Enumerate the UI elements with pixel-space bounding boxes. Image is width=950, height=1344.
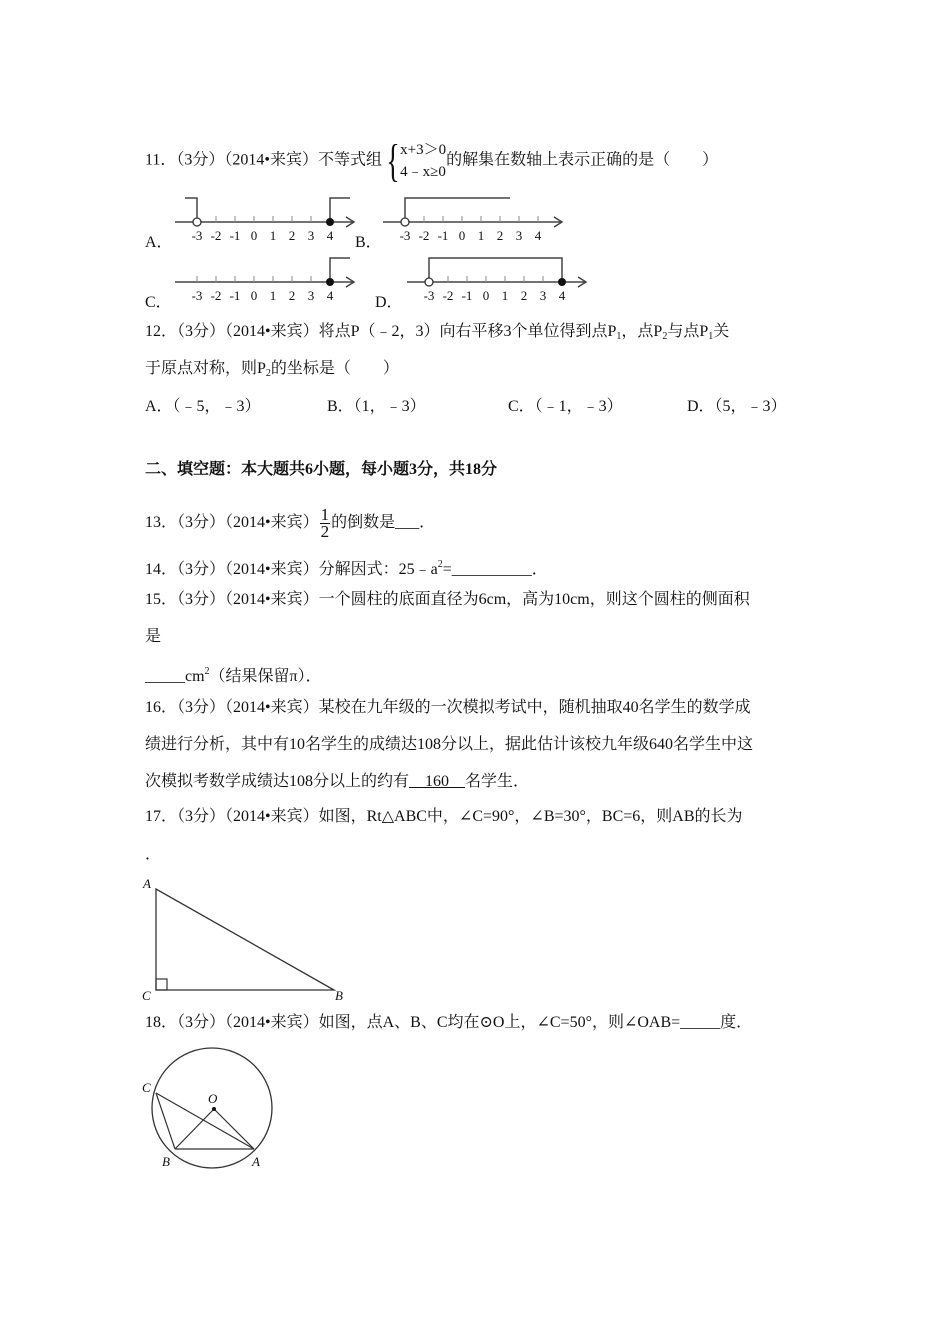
circle-o: [152, 1048, 272, 1168]
tick-label: -3: [191, 228, 203, 243]
tick-label: -1: [229, 228, 241, 243]
q12-option-b[interactable]: B．（1，﹣3）: [327, 398, 426, 415]
tick-label: 0: [458, 228, 466, 243]
q12-option-a[interactable]: A．（﹣5，﹣3）: [145, 398, 261, 415]
text: 于原点对称，则P: [145, 360, 266, 377]
tick-label: -2: [210, 288, 222, 303]
tick-label: -2: [442, 288, 454, 303]
text: 14．（3分）（2014•来宾）分解因式：25﹣a: [145, 561, 438, 578]
question-15-line-1: 15．（3分）（2014•来宾）一个圆柱的底面直径为6cm，高为10cm，则这个圆柱的侧面积: [145, 591, 750, 608]
tick-label: 3: [307, 228, 315, 243]
tick-label: -3: [191, 288, 203, 303]
tick-label: 4: [326, 228, 334, 243]
numerator: 1: [320, 505, 330, 524]
label-c: C: [142, 1080, 151, 1095]
number-line-option-d[interactable]: [404, 252, 604, 308]
tick-label: 3: [539, 288, 547, 303]
tick-label: -3: [423, 288, 435, 303]
tick-label: -1: [461, 288, 473, 303]
tick-label: -2: [418, 228, 430, 243]
inequality-system: [382, 135, 447, 186]
tick-label: -1: [437, 228, 449, 243]
tick-label: 4: [534, 228, 542, 243]
q12-option-c[interactable]: C．（﹣1，﹣3）: [508, 398, 623, 415]
open-point: [193, 218, 201, 226]
q11-suffix: 的解集在数轴上表示正确的是（ ）: [446, 151, 719, 169]
section-heading: 二、填空题：本大题共6小题，每小题3分，共18分: [145, 461, 498, 478]
text: 13．（3分）（2014•来宾）: [145, 514, 319, 532]
question-16-line-2: 绩进行分析，其中有10名学生的成绩达108分以上，据此估计该校九年级640名学生中这: [145, 736, 754, 753]
text: ，点P: [621, 323, 663, 340]
q11-option-c-label[interactable]: C．: [145, 294, 172, 311]
q11-option-b-label[interactable]: B．: [355, 234, 382, 251]
text: 关: [713, 323, 730, 340]
text: 与点P: [667, 323, 709, 340]
tick-label: 1: [501, 288, 509, 303]
tick-label: -3: [399, 228, 411, 243]
number-line-option-c[interactable]: [172, 252, 372, 308]
denominator: 2: [320, 522, 330, 541]
tick-label: -1: [229, 288, 241, 303]
tick-label: 4: [558, 288, 566, 303]
label-o: O: [208, 1091, 218, 1106]
text: 次模拟考数学成绩达108分以上的约有: [145, 773, 410, 790]
tick-label: 1: [477, 228, 485, 243]
tick-label: 3: [307, 288, 315, 303]
label-b: B: [162, 1154, 170, 1169]
number-line-option-a[interactable]: [172, 192, 372, 248]
text: 的倒数是___．: [331, 514, 436, 532]
tick-label: 1: [269, 288, 277, 303]
question-17-line-2: ．: [145, 846, 162, 863]
closed-point: [326, 218, 334, 226]
tick-label: 0: [482, 288, 490, 303]
question-13: [145, 507, 435, 540]
brace-icon: {: [386, 135, 400, 186]
answer-blank: 160: [409, 773, 466, 790]
tick-label: 2: [288, 288, 296, 303]
question-11-stem: [145, 135, 719, 186]
question-17-line-1: 17．（3分）（2014•来宾）如图，Rt△ABC中，∠C=90°，∠B=30°，BC=6，则AB的长为: [145, 808, 743, 825]
question-16-line-3: [145, 772, 529, 792]
tick-label: 2: [520, 288, 528, 303]
question-12-line-2: [145, 359, 399, 384]
number-line-option-b[interactable]: [380, 192, 580, 248]
label-b: B: [335, 988, 343, 1003]
open-point: [425, 278, 433, 286]
segment-cb: [156, 1093, 175, 1149]
closed-point: [326, 278, 334, 286]
q11-option-a-label[interactable]: A．: [145, 234, 173, 251]
subscript: 1: [616, 331, 622, 342]
q11-option-d-label[interactable]: D．: [375, 294, 403, 311]
question-16-line-1: 16．（3分）（2014•来宾）某校在九年级的一次模拟考试中，随机抽取40名学生的数学成: [145, 699, 751, 716]
question-12-line-1: [145, 322, 729, 347]
solution-ray: [429, 258, 562, 282]
tick-label: 0: [250, 288, 258, 303]
segment-ca: [156, 1093, 254, 1149]
inequality-1: x+3＞0: [400, 142, 447, 158]
text: _____cm: [145, 668, 205, 685]
superscript: 2: [437, 559, 443, 570]
label-a: A: [252, 1154, 260, 1169]
subscript: 2: [265, 368, 271, 379]
tick-label: 2: [288, 228, 296, 243]
tick-label: 3: [515, 228, 523, 243]
subscript: 2: [662, 331, 668, 342]
fraction: [320, 507, 331, 540]
text: （结果保留π）．: [209, 668, 322, 685]
tick-label: 2: [496, 228, 504, 243]
inequality-2: 4﹣x≥0: [400, 164, 446, 180]
superscript: 2: [204, 666, 210, 677]
tick-label: 0: [250, 228, 258, 243]
triangle-figure: [140, 870, 360, 1005]
tick-label: 1: [269, 228, 277, 243]
center-point: [212, 1107, 216, 1111]
label-c: C: [142, 988, 151, 1003]
open-point: [401, 218, 409, 226]
label-a: A: [143, 876, 151, 891]
circle-figure: [140, 1040, 290, 1175]
question-14: [145, 555, 548, 580]
text: 12．（3分）（2014•来宾）将点P（﹣2，3）向右平移3个单位得到点P: [145, 323, 617, 340]
q11-prefix: 11．（3分）（2014•来宾）不等式组: [145, 151, 383, 169]
text: 的坐标是（ ）: [270, 360, 399, 377]
solution-ray: [405, 198, 510, 222]
q12-option-d[interactable]: D．（5，﹣3）: [687, 398, 787, 415]
tick-label: -2: [210, 228, 222, 243]
question-15-line-2: 是: [145, 628, 162, 645]
closed-point: [558, 278, 566, 286]
text: =__________．: [442, 561, 548, 578]
triangle-abc: [156, 889, 334, 990]
text: 名学生．: [465, 773, 530, 790]
right-angle-mark: [156, 979, 167, 990]
question-18: 18．（3分）（2014•来宾）如图，点A、B、C均在⊙O上，∠C=50°，则∠OAB=_____度．: [145, 1014, 753, 1031]
tick-label: 4: [326, 288, 334, 303]
subscript: 1: [708, 331, 714, 342]
question-15-line-3: [145, 662, 322, 687]
